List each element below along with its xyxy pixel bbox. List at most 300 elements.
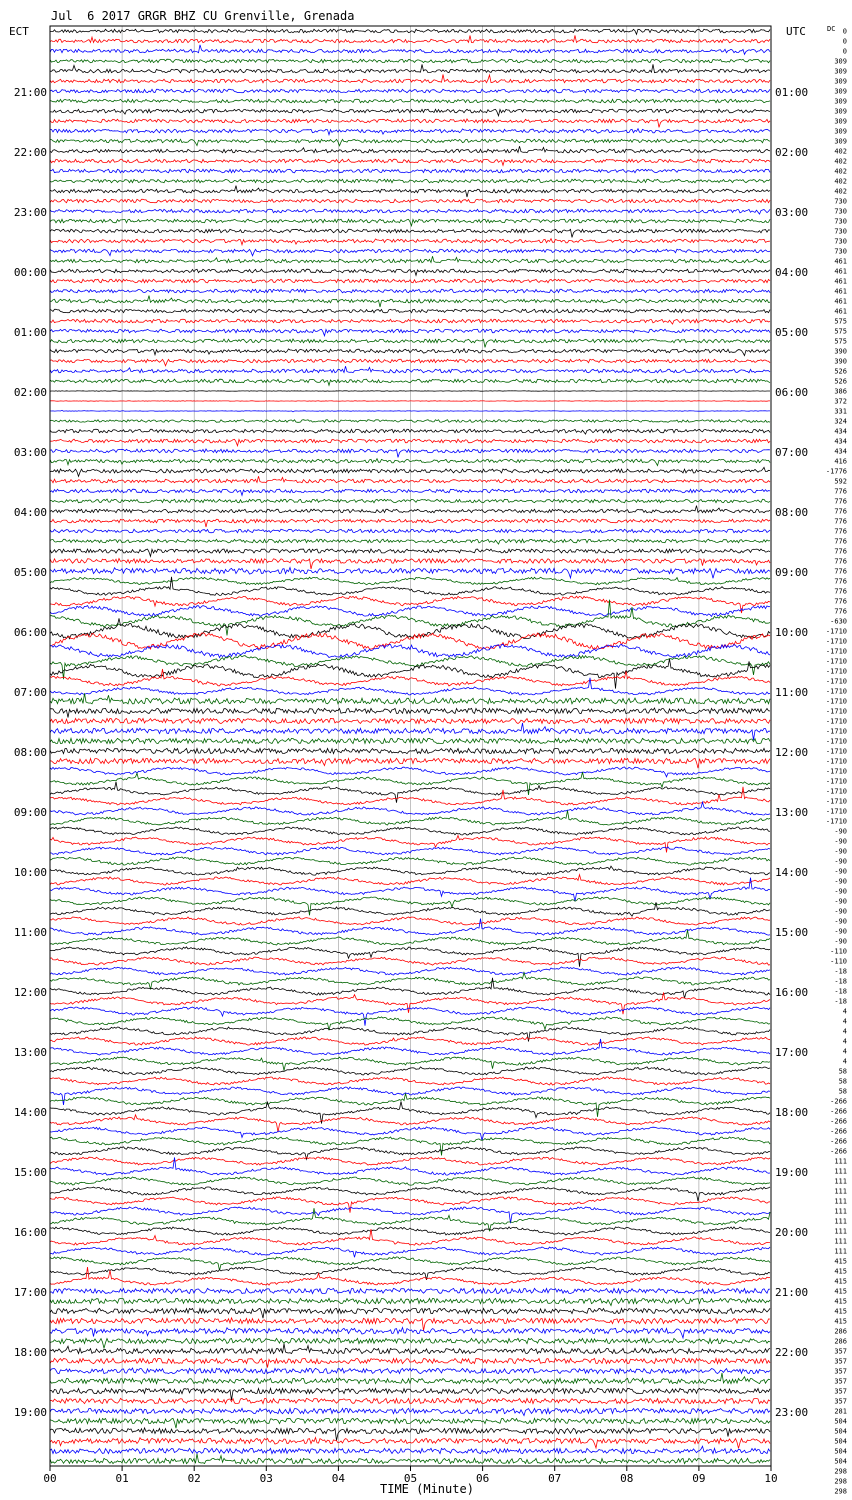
dc-offset-label: -630 — [830, 617, 847, 626]
dc-offset-label: 281 — [834, 1407, 847, 1416]
trace-line — [50, 109, 770, 116]
trace-line — [50, 549, 770, 556]
dc-offset-label: 4 — [842, 1037, 847, 1046]
trace-line — [50, 1007, 770, 1026]
x-tick-label: 10 — [764, 1472, 778, 1485]
right-hour-label: 23:00 — [775, 1406, 809, 1419]
dc-offset-label: 415 — [834, 1277, 847, 1286]
dc-offset-label: -18 — [834, 997, 847, 1006]
trace-line — [50, 723, 770, 740]
dc-offset-label: 776 — [834, 607, 847, 616]
right-hour-label: 03:00 — [775, 206, 809, 219]
dc-offset-label: -1710 — [825, 737, 847, 746]
right-hour-label: 08:00 — [775, 506, 809, 519]
trace-line — [50, 857, 770, 865]
dc-offset-label: 526 — [834, 367, 847, 376]
dc-offset-label: 4 — [842, 1027, 847, 1036]
dc-offset-label: 111 — [834, 1237, 847, 1246]
dc-offset-label: -90 — [834, 857, 847, 866]
dc-offset-label: 402 — [834, 147, 847, 156]
trace-line — [50, 1328, 770, 1338]
trace-line — [50, 1017, 770, 1030]
trace-line — [50, 529, 770, 533]
trace-line — [50, 1077, 770, 1085]
dc-offset-label: 526 — [834, 377, 847, 386]
dc-offset-label: 386 — [834, 387, 847, 396]
trace-line — [50, 1087, 770, 1105]
trace-line — [50, 1438, 770, 1449]
dc-offset-label: 415 — [834, 1297, 847, 1306]
trace-line — [50, 767, 770, 777]
left-hour-label: 16:00 — [13, 1226, 47, 1239]
dc-offset-label: -110 — [830, 947, 847, 956]
trace-line — [50, 439, 770, 446]
dc-offset-label: 504 — [834, 1437, 847, 1446]
dc-offset-label: -1710 — [825, 757, 847, 766]
trace-line — [50, 875, 770, 885]
trace-line — [50, 146, 770, 153]
dc-offset-label: -90 — [834, 937, 847, 946]
dc-offset-label: 776 — [834, 537, 847, 546]
left-hour-label: 00:00 — [13, 266, 47, 279]
dc-offset-label: -90 — [834, 927, 847, 936]
trace-line — [50, 1157, 770, 1175]
left-hour-label: 02:00 — [13, 386, 47, 399]
dc-offset-label: 309 — [834, 107, 847, 116]
dc-offset-label: 4 — [842, 1047, 847, 1056]
trace-line — [50, 596, 770, 613]
trace-line — [50, 568, 770, 579]
right-hour-label: 22:00 — [775, 1346, 809, 1359]
dc-offset-label: -266 — [830, 1147, 847, 1156]
right-hour-label: 18:00 — [775, 1106, 809, 1119]
left-hour-label: 22:00 — [13, 146, 47, 159]
dc-offset-label: 357 — [834, 1397, 847, 1406]
trace-line — [50, 349, 770, 356]
trace-line — [50, 186, 770, 197]
dc-offset-header: DC — [827, 25, 836, 33]
dc-offset-label: -90 — [834, 827, 847, 836]
right-hour-label: 15:00 — [775, 926, 809, 939]
trace-line — [50, 256, 770, 263]
dc-offset-label: -110 — [830, 957, 847, 966]
trace-line — [50, 129, 770, 135]
left-hour-label: 03:00 — [13, 446, 47, 459]
trace-line — [50, 391, 770, 392]
x-tick-label: 02 — [187, 1472, 201, 1485]
trace-line — [50, 1373, 770, 1384]
dc-offset-label: 776 — [834, 547, 847, 556]
dc-offset-label: 415 — [834, 1307, 847, 1316]
x-tick-label: 09 — [692, 1472, 706, 1485]
dc-offset-labels — [825, 25, 847, 1496]
trace-line — [50, 1227, 770, 1235]
dc-offset-label: -266 — [830, 1097, 847, 1106]
trace-line — [50, 1039, 770, 1055]
x-tick-label: 07 — [548, 1472, 562, 1485]
dc-offset-label: 357 — [834, 1347, 847, 1356]
right-timezone-label: UTC — [786, 25, 806, 38]
right-hour-label: 10:00 — [775, 626, 809, 639]
right-hour-label: 01:00 — [775, 86, 809, 99]
dc-offset-label: 309 — [834, 117, 847, 126]
dc-offset-label: 111 — [834, 1197, 847, 1206]
trace-line — [50, 1187, 770, 1201]
trace-line — [50, 978, 770, 999]
right-hour-label: 04:00 — [775, 266, 809, 279]
trace-line — [50, 366, 770, 373]
dc-offset-label: -90 — [834, 877, 847, 886]
trace-line — [50, 89, 770, 93]
dc-offset-label: -90 — [834, 897, 847, 906]
trace-line — [50, 429, 770, 434]
trace-line — [50, 930, 770, 945]
trace-line — [50, 539, 770, 544]
trace-line — [50, 1247, 770, 1257]
trace-line — [50, 1344, 770, 1354]
dc-offset-label: -1710 — [825, 667, 847, 676]
trace-line — [50, 269, 770, 275]
right-hour-label: 12:00 — [775, 746, 809, 759]
dc-offset-label: 372 — [834, 397, 847, 406]
x-tick-label: 05 — [403, 1472, 418, 1485]
trace-line — [50, 836, 770, 853]
dc-offset-label: 402 — [834, 177, 847, 186]
dc-offset-label: -1710 — [825, 707, 847, 716]
dc-offset-label: -1710 — [825, 697, 847, 706]
right-hour-label: 14:00 — [775, 866, 809, 879]
dc-offset-label: 504 — [834, 1447, 847, 1456]
dc-offset-label: -1710 — [825, 807, 847, 816]
left-hour-label: 12:00 — [13, 986, 47, 999]
dc-offset-label: -1710 — [825, 767, 847, 776]
dc-offset-label: -1710 — [825, 727, 847, 736]
left-hour-label: 14:00 — [13, 1106, 47, 1119]
trace-line — [50, 279, 770, 283]
dc-offset-label: -90 — [834, 867, 847, 876]
trace-line — [50, 229, 770, 237]
trace-line — [50, 29, 770, 34]
x-tick-label: 08 — [620, 1472, 634, 1485]
chart-title: Jul 6 2017 GRGR BHZ CU Grenville, Grenada — [51, 9, 355, 23]
left-hour-label: 19:00 — [13, 1406, 47, 1419]
left-hour-label: 10:00 — [13, 866, 47, 879]
dc-offset-label: -1710 — [825, 677, 847, 686]
trace-line — [50, 1157, 770, 1165]
left-hour-label: 11:00 — [13, 926, 47, 939]
trace-line — [50, 847, 770, 855]
dc-offset-label: 730 — [834, 237, 847, 246]
trace-line — [50, 718, 770, 723]
trace-line — [50, 866, 770, 875]
x-tick-label: 01 — [115, 1472, 129, 1485]
trace-line — [50, 1027, 770, 1042]
dc-offset-label: -266 — [830, 1137, 847, 1146]
trace-line — [50, 787, 770, 805]
dc-offset-label: 730 — [834, 247, 847, 256]
dc-offset-label: 58 — [838, 1087, 847, 1096]
trace-line — [50, 209, 770, 214]
trace-line — [50, 59, 770, 63]
dc-offset-label: 0 — [842, 27, 847, 36]
dc-offset-label: -18 — [834, 987, 847, 996]
dc-offset-label: 58 — [838, 1077, 847, 1086]
trace-line — [50, 1267, 770, 1285]
dc-offset-label: -90 — [834, 847, 847, 856]
dc-offset-label: -1710 — [825, 637, 847, 646]
x-tick-label: 04 — [331, 1472, 346, 1485]
seismic-traces — [50, 29, 770, 1463]
left-hour-label: 17:00 — [13, 1286, 47, 1299]
trace-line — [50, 957, 770, 965]
trace-line — [50, 179, 770, 183]
trace-line — [50, 738, 770, 743]
trace-line — [50, 467, 770, 476]
dc-offset-label: 309 — [834, 127, 847, 136]
left-hour-labels — [14, 86, 47, 1419]
right-hour-label: 20:00 — [775, 1226, 809, 1239]
trace-line — [50, 159, 770, 165]
trace-line — [50, 296, 770, 307]
trace-line — [50, 678, 770, 695]
dc-offset-label: -266 — [830, 1107, 847, 1116]
right-hour-label: 11:00 — [775, 686, 809, 699]
trace-line — [50, 1127, 770, 1141]
trace-line — [50, 339, 770, 347]
dc-offset-label: 111 — [834, 1177, 847, 1186]
left-hour-label: 06:00 — [13, 626, 47, 639]
dc-offset-label: 4 — [842, 1017, 847, 1026]
dc-offset-label: 434 — [834, 427, 847, 436]
trace-line — [50, 947, 770, 967]
trace-line — [50, 309, 770, 313]
dc-offset-label: 461 — [834, 267, 847, 276]
left-hour-label: 09:00 — [13, 806, 47, 819]
dc-offset-label: 111 — [834, 1247, 847, 1256]
dc-offset-label: 776 — [834, 557, 847, 566]
dc-offset-label: 776 — [834, 487, 847, 496]
trace-line — [50, 708, 770, 718]
trace-line — [50, 1177, 770, 1185]
dc-offset-label: 390 — [834, 347, 847, 356]
dc-offset-label: -90 — [834, 837, 847, 846]
dc-offset-label: -18 — [834, 977, 847, 986]
trace-line — [50, 1446, 770, 1453]
trace-line — [50, 410, 770, 412]
x-tick-label: 06 — [475, 1472, 490, 1485]
trace-line — [50, 917, 770, 925]
left-hour-label: 18:00 — [13, 1346, 47, 1359]
trace-line — [50, 239, 770, 245]
dc-offset-label: 776 — [834, 587, 847, 596]
x-tick-label: 00 — [43, 1472, 57, 1485]
dc-offset-label: 4 — [842, 1057, 847, 1066]
trace-line — [50, 1338, 770, 1348]
left-hour-label: 15:00 — [13, 1166, 47, 1179]
dc-offset-label: -18 — [834, 967, 847, 976]
dc-offset-label: -90 — [834, 887, 847, 896]
trace-line — [50, 1418, 770, 1428]
trace-line — [50, 319, 770, 324]
trace-line — [50, 64, 770, 73]
dc-offset-label: 504 — [834, 1427, 847, 1436]
dc-offset-label: 776 — [834, 527, 847, 536]
dc-offset-label: 415 — [834, 1287, 847, 1296]
dc-offset-label: 111 — [834, 1187, 847, 1196]
trace-line — [50, 1308, 770, 1318]
trace-line — [50, 669, 770, 686]
dc-offset-label: 286 — [834, 1327, 847, 1336]
left-hour-label: 05:00 — [13, 566, 47, 579]
trace-line — [50, 329, 770, 336]
x-axis-ticks — [43, 1466, 777, 1485]
dc-offset-label: 402 — [834, 187, 847, 196]
trace-line — [50, 489, 770, 495]
dc-offset-label: 357 — [834, 1387, 847, 1396]
left-hour-label: 23:00 — [13, 206, 47, 219]
dc-offset-label: 309 — [834, 57, 847, 66]
dc-offset-label: 415 — [834, 1267, 847, 1276]
trace-line — [50, 219, 770, 226]
dc-offset-label: 730 — [834, 217, 847, 226]
dc-offset-label: 461 — [834, 297, 847, 306]
trace-line — [50, 1257, 770, 1271]
dc-offset-label: 309 — [834, 67, 847, 76]
dc-offset-label: 357 — [834, 1357, 847, 1366]
trace-line — [50, 811, 770, 825]
dc-offset-label: -1710 — [825, 817, 847, 826]
trace-line — [50, 1037, 770, 1045]
trace-line — [50, 35, 770, 42]
dc-offset-label: 309 — [834, 97, 847, 106]
dc-offset-label: 0 — [842, 37, 847, 46]
dc-offset-label: 504 — [834, 1457, 847, 1466]
dc-offset-label: 776 — [834, 567, 847, 576]
trace-line — [50, 359, 770, 366]
dc-offset-label: 730 — [834, 227, 847, 236]
dc-offset-label: 111 — [834, 1167, 847, 1176]
dc-offset-label: 298 — [834, 1487, 847, 1496]
trace-line — [50, 758, 770, 768]
dc-offset-label: 434 — [834, 437, 847, 446]
right-hour-label: 16:00 — [775, 986, 809, 999]
x-axis-label: TIME (Minute) — [380, 1482, 474, 1496]
trace-line — [50, 748, 770, 753]
trace-line — [50, 289, 770, 293]
trace-line — [50, 1298, 770, 1305]
left-hour-label: 08:00 — [13, 746, 47, 759]
dc-offset-label: 402 — [834, 167, 847, 176]
dc-offset-label: 461 — [834, 287, 847, 296]
dc-offset-label: 730 — [834, 197, 847, 206]
trace-line — [50, 449, 770, 457]
dc-offset-label: 776 — [834, 517, 847, 526]
trace-line — [50, 1368, 770, 1374]
right-hour-label: 21:00 — [775, 1286, 809, 1299]
dc-offset-label: 309 — [834, 87, 847, 96]
trace-line — [50, 476, 770, 483]
trace-line — [50, 967, 770, 975]
right-hour-label: 02:00 — [775, 146, 809, 159]
dc-offset-label: 286 — [834, 1337, 847, 1346]
dc-offset-label: 730 — [834, 207, 847, 216]
trace-line — [50, 902, 770, 916]
dc-offset-label: 776 — [834, 507, 847, 516]
dc-offset-label: 434 — [834, 447, 847, 456]
trace-line — [50, 1229, 770, 1245]
dc-offset-label: 461 — [834, 257, 847, 266]
trace-line — [50, 772, 770, 795]
right-hour-label: 05:00 — [775, 326, 809, 339]
dc-offset-label: 111 — [834, 1157, 847, 1166]
dc-offset-label: -1710 — [825, 627, 847, 636]
dc-offset-label: -1710 — [825, 657, 847, 666]
trace-line — [50, 577, 770, 596]
dc-offset-label: 309 — [834, 77, 847, 86]
dc-offset-label: 415 — [834, 1257, 847, 1266]
dc-offset-label: -1710 — [825, 777, 847, 786]
trace-line — [50, 506, 770, 513]
dc-offset-label: 402 — [834, 157, 847, 166]
dc-offset-label: 575 — [834, 327, 847, 336]
dc-offset-label: -1710 — [825, 717, 847, 726]
left-hour-label: 04:00 — [13, 506, 47, 519]
dc-offset-label: -90 — [834, 917, 847, 926]
dc-offset-label: 575 — [834, 337, 847, 346]
dc-offset-label: 390 — [834, 357, 847, 366]
dc-offset-label: 298 — [834, 1477, 847, 1486]
left-hour-label: 07:00 — [13, 686, 47, 699]
trace-line — [50, 169, 770, 173]
right-hour-label: 09:00 — [775, 566, 809, 579]
trace-line — [50, 1288, 770, 1293]
dc-offset-label: 592 — [834, 477, 847, 486]
trace-line — [50, 519, 770, 527]
trace-line — [50, 99, 770, 103]
trace-line — [50, 973, 770, 990]
left-hour-label: 01:00 — [13, 326, 47, 339]
trace-line — [50, 459, 770, 466]
x-tick-label: 03 — [259, 1472, 273, 1485]
dc-offset-label: 324 — [834, 417, 847, 426]
trace-line — [50, 75, 770, 83]
trace-line — [50, 499, 770, 503]
dc-offset-label: 575 — [834, 317, 847, 326]
dc-offset-label: 309 — [834, 137, 847, 146]
dc-offset-label: -90 — [834, 907, 847, 916]
trace-line — [50, 644, 770, 657]
trace-line — [50, 577, 770, 585]
trace-line — [50, 993, 770, 1015]
trace-line — [50, 45, 770, 55]
trace-line — [50, 1067, 770, 1075]
left-hour-label: 21:00 — [13, 86, 47, 99]
trace-line — [50, 1408, 770, 1415]
right-hour-label: 06:00 — [775, 386, 809, 399]
dc-offset-label: -1710 — [825, 747, 847, 756]
dc-offset-label: 298 — [834, 1467, 847, 1476]
trace-line — [50, 119, 770, 127]
right-hour-label: 19:00 — [775, 1166, 809, 1179]
dc-offset-label: 357 — [834, 1367, 847, 1376]
dc-offset-label: 111 — [834, 1217, 847, 1226]
trace-line — [50, 1454, 770, 1464]
right-hour-label: 17:00 — [775, 1046, 809, 1059]
dc-offset-label: 461 — [834, 307, 847, 316]
dc-offset-label: 776 — [834, 597, 847, 606]
dc-offset-label: -1710 — [825, 787, 847, 796]
trace-line — [50, 1358, 770, 1367]
